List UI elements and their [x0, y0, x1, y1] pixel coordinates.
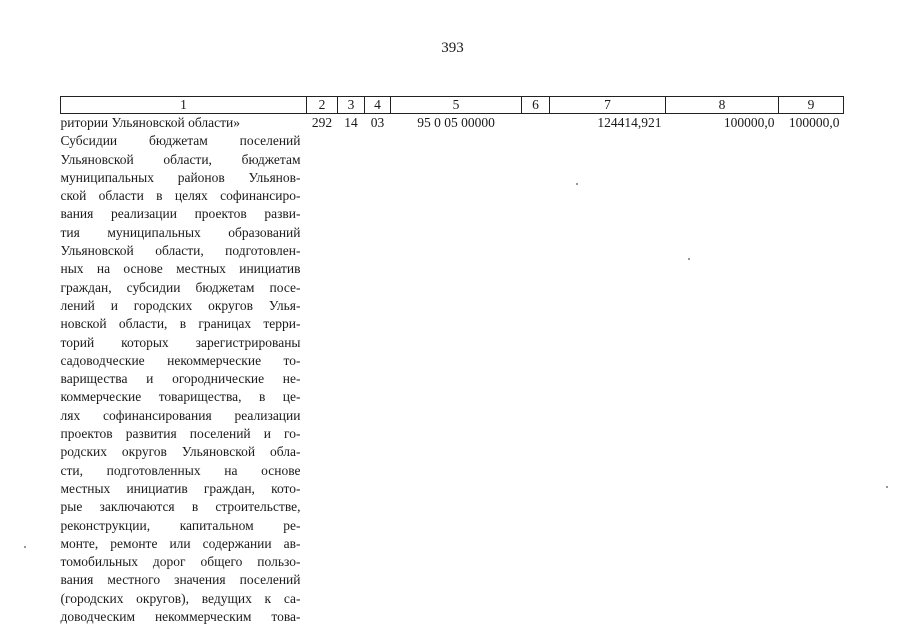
description-line: родских округов Ульяновской обла- — [60, 444, 301, 460]
column-header-6: 6 — [522, 97, 550, 114]
description-line: тия муниципальных образований — [60, 224, 301, 240]
description-line: проектов развития поселений и го- — [60, 426, 301, 442]
description-line: вания реализации проектов разви- — [60, 206, 301, 222]
description-line: сти, подготовленных на основе — [60, 462, 301, 478]
description-line: реконструкции, капитальном ре- — [60, 517, 301, 533]
column-header-9: 9 — [779, 97, 844, 114]
column-header-1: 1 — [61, 97, 307, 114]
cell-section-code: 14 — [344, 115, 358, 130]
description-line: Субсидии бюджетам поселений — [60, 133, 301, 149]
column-header-4: 4 — [365, 97, 391, 114]
description-line: новской области, в границах терри- — [60, 316, 301, 332]
description-line: монте, ремонте или содержании ав- — [60, 535, 301, 551]
budget-table — [60, 96, 844, 626]
description-line: ритории Ульяновской области» — [60, 115, 241, 130]
cell-target-article-code: 95 0 05 00000 — [417, 115, 495, 130]
description-line: вания местного значения поселений — [60, 572, 301, 588]
column-header-7: 7 — [550, 97, 666, 114]
cell-expense-type-code — [522, 114, 550, 627]
table-header-row — [61, 97, 844, 114]
description-line: лях софинансирования реализации — [60, 407, 301, 423]
description-line: местных инициатив граждан, кото- — [60, 480, 301, 496]
cell-ministry-code: 292 — [311, 115, 333, 130]
description-line: доводческим некоммерческим това- — [60, 609, 301, 625]
column-header-8: 8 — [666, 97, 779, 114]
scan-speck — [24, 546, 26, 548]
cell-amount-year-3: 100000,0 — [788, 115, 840, 130]
column-header-2: 2 — [307, 97, 338, 114]
scan-speck — [688, 258, 690, 260]
description-line: торий которых зарегистрированы — [60, 334, 301, 350]
description-line: граждан, субсидии бюджетам посе- — [60, 279, 301, 295]
cell-subsection-code: 03 — [370, 115, 385, 130]
description-line: Ульяновской области, бюджетам — [60, 151, 301, 167]
description-line: томобильных дорог общего пользо- — [60, 554, 301, 570]
cell-amount-year-1: 124414,921 — [597, 115, 662, 130]
page-number: 393 — [441, 40, 464, 56]
description-line: варищества и огороднические не- — [60, 371, 301, 387]
description-line: ской области в целях софинансиро- — [60, 188, 301, 204]
cell-amount-year-2: 100000,0 — [723, 115, 775, 130]
table-row — [61, 114, 844, 627]
description-line: рые заключаются в строительстве, — [60, 499, 301, 515]
description-line: муниципальных районов Ульянов- — [60, 169, 301, 185]
column-header-3: 3 — [338, 97, 365, 114]
description-line: ных на основе местных инициатив — [60, 261, 301, 277]
column-header-5: 5 — [391, 97, 522, 114]
description-cell — [61, 114, 307, 627]
description-line: коммерческие товарищества, в це- — [60, 389, 301, 405]
description-line: садоводческие некоммерческие то- — [60, 352, 301, 368]
description-line: Ульяновской области, подготовлен- — [60, 243, 301, 259]
description-line: лений и городских округов Улья- — [60, 297, 301, 313]
scan-speck — [576, 183, 578, 185]
scan-speck — [886, 486, 888, 488]
description-line: (городских округов), ведущих к са- — [60, 590, 301, 606]
